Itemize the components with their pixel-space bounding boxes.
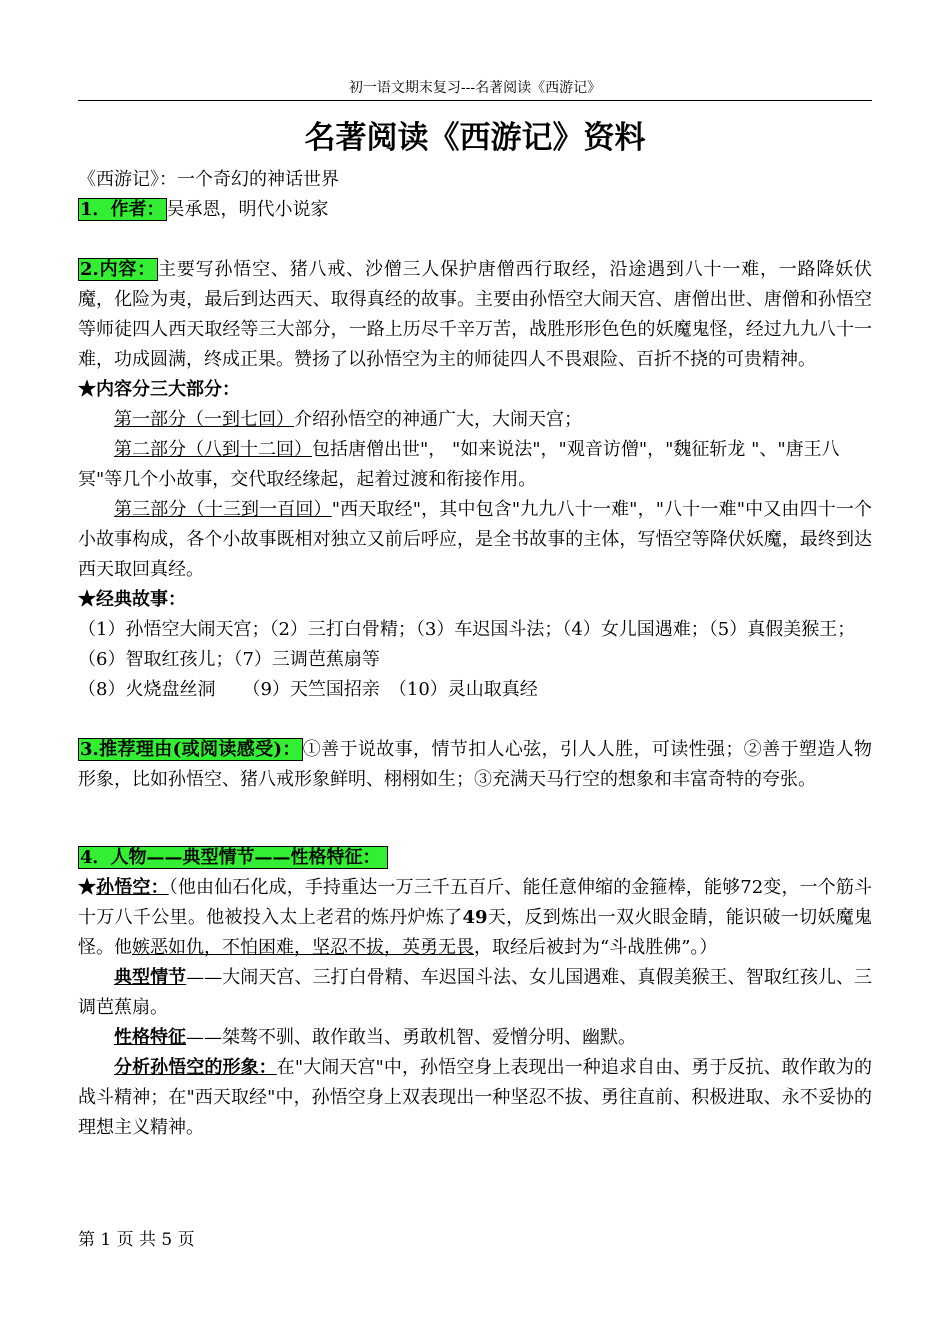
characters-heading-line	[78, 843, 872, 873]
wukong-text-a: （他由仙石化成，手持重达一万三千五百斤、能任意伸缩的金箍棒，能够72变，一个筋斗十万八千公里。他被投入太上老君的炼丹炉炼了	[78, 877, 873, 928]
parts-heading: ★内容分三大部分：	[78, 379, 240, 400]
part-2	[78, 435, 872, 495]
author-label: 1．作者：	[80, 199, 165, 220]
reasons-paragraph	[78, 735, 872, 795]
wukong-name: 孙悟空：	[96, 877, 169, 898]
part-2-label: 第二部分（八到十二回）	[114, 439, 312, 460]
reasons-text: ①善于说故事，情节扣人心弦，引人人胜，可读性强；②善于塑造人物形象，比如孙悟空、猪八戒形象鲜明、栩栩如生；③充满天马行空的想象和丰富奇特的夸张。	[78, 739, 872, 790]
content-label: 2.内容：	[80, 259, 157, 280]
traits-label: 性格特征	[114, 1027, 186, 1048]
intro-line: 《西游记》：一个奇幻的神话世界	[78, 169, 339, 190]
page-header: 初一语文期末复习---名著阅读《西游记》	[348, 80, 602, 96]
stories-line-1: （1）孙悟空大闹天宫；（2）三打白骨精；（3）车迟国斗法；（4）女儿国遇难；（5）真假美猴王； （6）智取红孩儿；（7）三调芭蕉扇等	[78, 619, 883, 670]
content-paragraph	[78, 255, 872, 375]
wukong-analysis	[78, 1053, 872, 1143]
star-marker: ★	[78, 877, 97, 898]
analysis-label: 分析孙悟空的形象：	[114, 1057, 277, 1078]
author-text: 吴承恩，明代小说家	[166, 199, 329, 220]
wukong-days: 49	[462, 907, 488, 928]
wukong-plots	[78, 963, 872, 1023]
page-title: 名著阅读《西游记》资料	[304, 120, 646, 156]
wukong-paragraph	[78, 873, 872, 963]
part-3	[78, 495, 872, 585]
wukong-traits	[78, 1023, 872, 1053]
spacer	[78, 225, 872, 255]
part-1-label: 第一部分（一到七回）	[114, 409, 294, 430]
author-line	[78, 195, 872, 225]
page-footer: 第 1 页 共 5 页	[78, 1230, 195, 1250]
header-rule	[78, 100, 872, 101]
plots-label: 典型情节	[114, 967, 187, 988]
wukong-traits-underlined: 嫉恶如仇，不怕困难，坚忍不拔，英勇无畏	[132, 937, 474, 958]
characters-label: 4．人物——典型情节——性格特征：	[78, 846, 388, 869]
part-2-text: 包括唐僧出世"， "如来说法"，"观音访僧"，"魏征斩龙 "、"唐王八冥"等几个小故事，交代取经缘起，起着过渡和衔接作用。	[78, 439, 840, 490]
document-body	[78, 165, 883, 1143]
wukong-text-c: ，取经后被封为“斗战胜佛”。）	[474, 937, 718, 958]
spacer	[78, 795, 872, 825]
traits-text: ——桀骜不驯、敢作敢当、勇敢机智、爱憎分明、幽默。	[186, 1027, 636, 1048]
content-text: 主要写孙悟空、猪八戒、沙僧三人保护唐僧西行取经，沿途遇到八十一难，一路降妖伏魔，化险为夷，最后到达西天、取得真经的故事。主要由孙悟空大闹天宫、唐僧出世、唐僧和孙悟空等师徒四人西天取经等三大部分，一路上历尽千辛万苦，战胜形形色色的妖魔鬼怪，经过九九八十一难，功成圆满，终成正果。赞扬了以孙悟空为主的师徒四人不畏艰险、百折不挠的可贵精神。	[78, 259, 872, 370]
part-3-label: 第三部分（十三到一百回）	[114, 499, 332, 520]
spacer	[78, 825, 872, 843]
part-1	[78, 405, 872, 435]
plots-text: ——大闹天宫、三打白骨精、车迟国斗法、女儿国遇难、真假美猴王、智取红孩儿、三调芭蕉扇。	[78, 967, 872, 1018]
stories-heading: ★经典故事：	[78, 589, 186, 610]
analysis-text: 在"大闹天宫"中，孙悟空身上表现出一种追求自由、勇于反抗、敢作敢为的战斗精神；在"西天取经"中，孙悟空身上双表现出一种坚忍不拔、勇往直前、积极进取、永不妥协的理想主义精神。	[78, 1057, 873, 1138]
spacer	[78, 705, 872, 735]
reasons-label: 3.推荐理由(或阅读感受)：	[80, 739, 301, 760]
part-3-text: "西天取经"，其中包含"九九八十一难"，"八十一难"中又由四十一个小故事构成，各个小故事既相对独立又前后呼应，是全书故事的主体，写悟空等降伏妖魔，最终到达西天取回真经。	[78, 499, 872, 580]
part-1-text: 介绍孙悟空的神通广大，大闹天宫；	[294, 409, 582, 430]
stories-line-2: （8）火烧盘丝洞 （9）天竺国招亲 （10）灵山取真经	[78, 679, 538, 700]
wukong-text-b: 天，反到炼出一双火眼金睛，能识破一切妖魔鬼怪。他	[78, 907, 872, 958]
